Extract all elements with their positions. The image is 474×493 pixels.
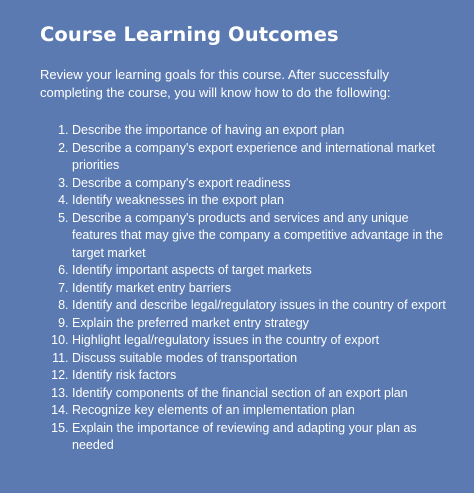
list-item: 14. Recognize key elements of an implementation plan	[72, 402, 448, 420]
list-item: 15. Explain the importance of reviewing and adapting your plan as needed	[72, 420, 448, 455]
list-item: 9. Explain the preferred market entry strategy	[72, 315, 448, 333]
list-item: 10. Highlight legal/regulatory issues in the country of export	[72, 332, 448, 350]
list-item: 8. Identify and describe legal/regulatory issues in the country of export	[72, 297, 448, 315]
outcomes-list	[40, 122, 448, 455]
page-title: Course Learning Outcomes	[40, 23, 339, 46]
list-item: 13. Identify components of the financial section of an export plan	[72, 385, 448, 403]
list-item: 11. Discuss suitable modes of transportation	[72, 350, 448, 368]
list-item: 1. Describe the importance of having an export plan	[72, 122, 448, 140]
list-item: 7. Identify market entry barriers	[72, 280, 448, 298]
intro-text: Review your learning goals for this course. After successfully completing the course, you will know how to do the following:	[40, 67, 391, 100]
list-item: 3. Describe a company's export readiness	[72, 175, 448, 193]
list-item: 5. Describe a company's products and services and any unique features that may give the company a competitive advantage in the target market	[72, 210, 448, 263]
list-item: 2. Describe a company's export experience and international market priorities	[72, 140, 448, 175]
list-item: 12. Identify risk factors	[72, 367, 448, 385]
list-item: 6. Identify important aspects of target markets	[72, 262, 448, 280]
list-item: 4. Identify weaknesses in the export plan	[72, 192, 448, 210]
